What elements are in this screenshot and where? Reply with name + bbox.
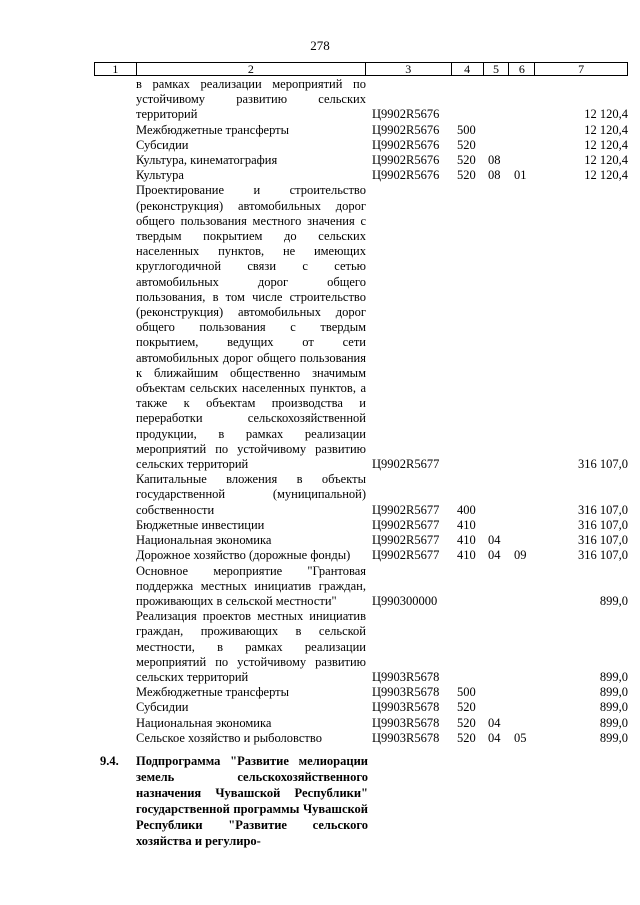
row-col-4: 520	[457, 700, 476, 715]
row-col-5: 08	[488, 153, 501, 168]
table-row	[0, 716, 640, 731]
row-col-5: 08	[488, 168, 501, 183]
row-value: 12 120,4	[584, 122, 628, 137]
header-col-5: 5	[484, 63, 510, 75]
row-code: Ц9903R5678	[372, 685, 440, 700]
row-value: 899,0	[599, 700, 628, 715]
header-col-7: 7	[578, 62, 585, 76]
table-row	[0, 533, 640, 548]
row-name: Реализация проектов местных инициатив граждан, проживающих в сельской местности, в рамках реализации мероприятий по устойчивому развитию сельских территорий	[136, 609, 366, 684]
row-name: Культура	[136, 168, 184, 183]
row-value: 316 107,0	[578, 533, 628, 548]
header-col-4: 4	[452, 63, 484, 75]
table-body	[0, 77, 640, 746]
row-value: 899,0	[599, 685, 628, 700]
header-col-3: 3	[366, 63, 452, 75]
header-col-6: 6	[509, 63, 535, 75]
row-col-4: 400	[457, 502, 476, 517]
table-row	[0, 609, 640, 685]
row-code: Ц9902R5676	[372, 153, 440, 168]
table-row	[0, 123, 640, 138]
row-col-4: 500	[457, 122, 476, 137]
table-row	[0, 518, 640, 533]
row-name: в рамках реализации мероприятий по устойчивому развитию сельских территорий	[136, 77, 366, 122]
table-row	[0, 153, 640, 168]
table-row	[0, 685, 640, 700]
table-row	[0, 183, 640, 472]
row-code: Ц9902R5676	[372, 122, 440, 137]
table-row	[0, 564, 640, 610]
table-row	[0, 472, 640, 518]
row-name: Основное мероприятие "Грантовая поддержка местных инициатив граждан, проживающих в сельской местности"	[136, 563, 366, 608]
header-col-2: 2	[137, 63, 366, 75]
row-name: Сельское хозяйство и рыболовство	[136, 730, 322, 745]
row-code: Ц9903R5678	[372, 669, 440, 684]
row-code: Ц9902R5677	[372, 457, 440, 472]
row-value: 12 120,4	[584, 137, 628, 152]
row-name: Бюджетные инвестиции	[136, 517, 265, 532]
row-name: Субсидии	[136, 137, 189, 152]
row-name: Культура, кинематография	[136, 153, 278, 168]
table-header	[94, 62, 628, 76]
row-code: Ц9903R5678	[372, 700, 440, 715]
row-value: 316 107,0	[578, 457, 628, 472]
row-name: Национальная экономика	[136, 533, 272, 548]
row-name: Капитальные вложения в объекты государственной (муниципальной) собственности	[136, 472, 366, 517]
row-value: 899,0	[599, 715, 628, 730]
row-col-4: 410	[457, 548, 476, 563]
table-row	[0, 548, 640, 563]
row-value: 12 120,4	[584, 168, 628, 183]
row-code: Ц9903R5678	[372, 715, 440, 730]
row-col-6: 01	[514, 168, 527, 183]
row-value: 12 120,4	[584, 153, 628, 168]
table-row	[0, 168, 640, 183]
header-col-1: 1	[95, 63, 137, 75]
row-col-5: 04	[488, 533, 501, 548]
row-col-4: 500	[457, 685, 476, 700]
table-row	[0, 731, 640, 746]
page-number: 278	[310, 38, 330, 53]
row-code: Ц9903R5678	[372, 730, 440, 745]
row-value: 316 107,0	[578, 502, 628, 517]
row-name: Проектирование и строительство (реконструкция) автомобильных дорог общего пользования местного значения с твердым покрытием до сельских населенных пунктов, не имеющих круглогодичной связи с сетью автомобильных дорог общего пользования, в том числе строительство (реконструкция) автомобильных дорог общего пользования с твердым покрытием, ведущих от сети автомобильных дорог общего пользования к ближайшим общественно значимым объектам сельских населенных пунктов, а также к объектам производства и переработки сельскохозяйственной продукции, в рамках реализации мероприятий по устойчивому развитию сельских территорий	[136, 183, 366, 472]
row-name: Дорожное хозяйство (дорожные фонды)	[136, 548, 351, 563]
row-value: 316 107,0	[578, 517, 628, 532]
row-col-4: 520	[457, 730, 476, 745]
row-value: 316 107,0	[578, 548, 628, 563]
subprogram-number: 9.4.	[100, 754, 119, 768]
row-code: Ц9902R5676	[372, 107, 440, 122]
row-col-4: 410	[457, 533, 476, 548]
row-col-4: 520	[457, 153, 476, 168]
row-code: Ц9902R5677	[372, 517, 440, 532]
row-col-5: 04	[488, 730, 501, 745]
row-code: Ц990300000	[372, 593, 438, 608]
row-value: 899,0	[599, 730, 628, 745]
row-code: Ц9902R5677	[372, 533, 440, 548]
row-col-4: 520	[457, 168, 476, 183]
row-code: Ц9902R5677	[372, 502, 440, 517]
row-value: 12 120,4	[584, 107, 628, 122]
table-row	[0, 700, 640, 715]
row-value: 899,0	[599, 669, 628, 684]
row-col-4: 520	[457, 715, 476, 730]
table-row	[0, 138, 640, 153]
row-code: Ц9902R5677	[372, 548, 440, 563]
row-name: Межбюджетные трансферты	[136, 122, 290, 137]
row-code: Ц9902R5676	[372, 168, 440, 183]
row-col-5: 04	[488, 548, 501, 563]
row-col-4: 520	[457, 137, 476, 152]
row-col-6: 09	[514, 548, 527, 563]
row-col-6: 05	[514, 730, 527, 745]
row-name: Национальная экономика	[136, 715, 272, 730]
row-value: 899,0	[599, 593, 628, 608]
row-code: Ц9902R5676	[372, 137, 440, 152]
row-col-5: 04	[488, 715, 501, 730]
table-row	[0, 77, 640, 123]
row-name: Субсидии	[136, 700, 189, 715]
row-col-4: 410	[457, 517, 476, 532]
subprogram-title: Подпрограмма "Развитие мелиорации земель сельскохозяйственного назначения Чувашской Республики" государственной программы Чувашской Республики "Развитие сельского хозяйства и регулиро-	[136, 754, 368, 848]
row-name: Межбюджетные трансферты	[136, 685, 290, 700]
